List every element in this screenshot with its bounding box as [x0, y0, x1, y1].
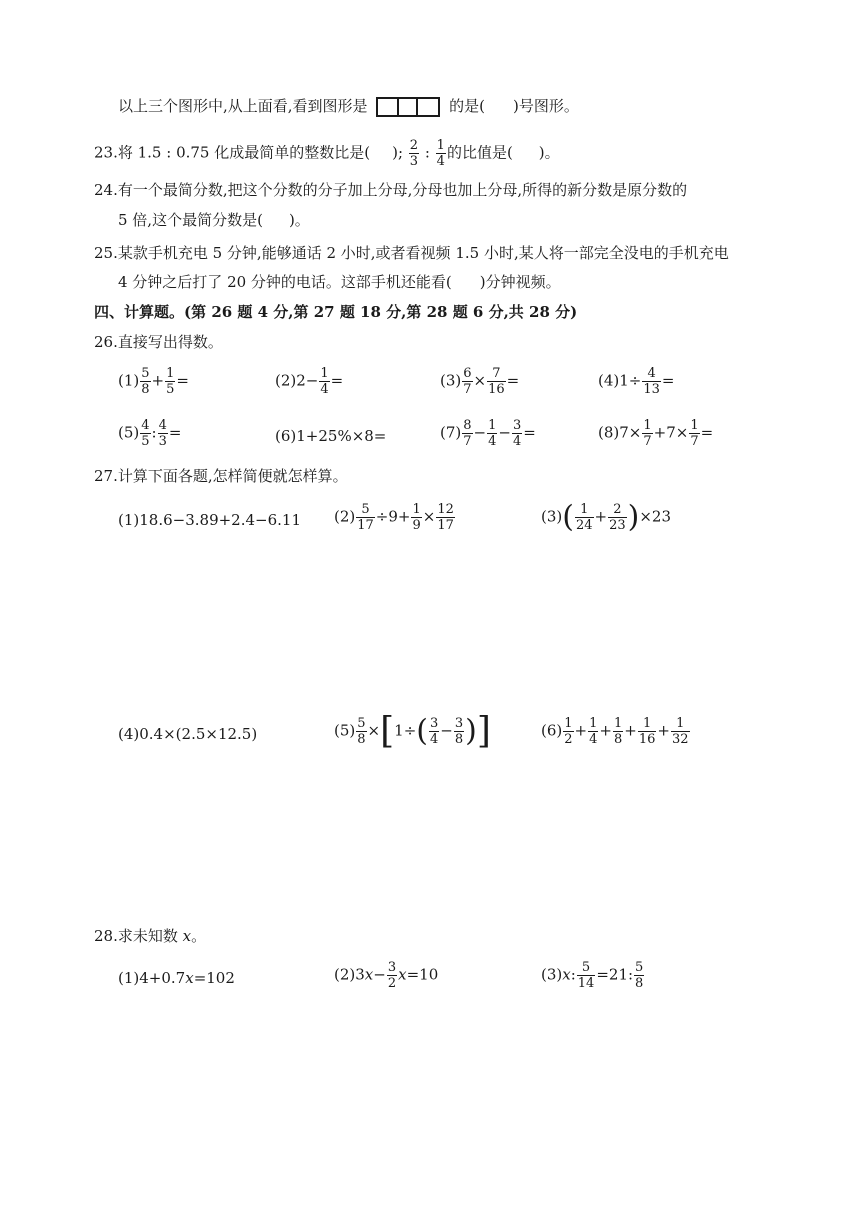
q28-item-2: (2)3x− $\frac{3}{2}$ x=10	[334, 960, 439, 991]
q26-item-6: (6)1+25%×8=	[275, 427, 387, 445]
q24-line1: 24.有一个最简分数,把这个分数的分子加上分母,分母也加上分母,所得的新分数是原分数的	[94, 181, 688, 199]
q25-line2	[118, 272, 561, 292]
q22-text-b: 的是(	[449, 97, 485, 115]
q25-text-end: )分钟视频。	[479, 273, 561, 291]
view-shape-figure	[376, 97, 440, 117]
q22-text-c: )号图形。	[512, 97, 579, 115]
q27-title: 27.计算下面各题,怎样简便就怎样算。	[94, 467, 348, 485]
q26-item-5: (5) $\frac{4}{5}$ : $\frac{4}{3}$ =	[118, 418, 182, 449]
q24-text: 5 倍,这个最简分数是(	[118, 211, 263, 229]
q26-item-2: (2)2− $\frac{1}{4}$ =	[275, 366, 344, 397]
q27-item-5: (5) $\frac{5}{8}$ ×[1÷( $\frac{3}{4}$ − $\frac{3}{8}$ )]	[334, 710, 491, 752]
q23-text-c: 的比值是(	[446, 143, 513, 162]
q23-line: 23.将 1.5 : 0.75 化成最简单的整数比是( ); $\frac{2}{3}$ : $\frac{1}{4}$ 的比值是( )。	[94, 138, 560, 169]
q23-text-d: )。	[538, 143, 560, 162]
q28-item-1-text: (1)4+0.7	[118, 969, 186, 987]
q26-item-4: (4)1÷ $\frac{4}{13}$ =	[598, 366, 675, 397]
q25-line1: 25.某款手机充电 5 分钟,能够通话 2 小时,或者看视频 1.5 小时,某人将一部完全没电的手机充电	[94, 244, 729, 262]
q24-text-end: )。	[288, 211, 310, 229]
q26-item-3: (3) $\frac{6}{7}$ × $\frac{7}{16}$ =	[440, 366, 520, 397]
q27-item-4: (4)0.4×(2.5×12.5)	[118, 725, 258, 743]
q26-item-8: (8)7× $\frac{1}{7}$ +7× $\frac{1}{7}$ =	[598, 418, 714, 449]
q26-item-7: (7) $\frac{8}{7}$ − $\frac{1}{4}$ − $\frac{3}{4}$ =	[440, 418, 536, 449]
q28-title-end: 。	[191, 927, 207, 945]
q28-title	[94, 926, 206, 946]
fraction: $\frac{1}{4}$	[436, 138, 445, 169]
q26-title: 26.直接写出得数。	[94, 333, 223, 351]
q27-item-3: (3)( $\frac{1}{24}$ + $\frac{2}{23}$ )×23	[541, 499, 672, 535]
q28-item-3: (3)x: $\frac{5}{14}$ =21: $\frac{5}{8}$	[541, 960, 644, 991]
q26-item-1: (1) $\frac{5}{8}$ + $\frac{1}{5}$ =	[118, 366, 189, 397]
fraction: $\frac{2}{3}$	[409, 138, 419, 169]
q22-line	[118, 96, 579, 117]
q27-item-1: (1)18.6−3.89+2.4−6.11	[118, 511, 302, 529]
q25-text: 4 分钟之后打了 20 分钟的电话。这部手机还能看(	[118, 273, 452, 291]
q27-item-2: (2) $\frac{5}{17}$ ÷9+ $\frac{1}{9}$ × $\frac{12}{17}$	[334, 502, 454, 533]
q28-title-text: 28.求未知数	[94, 927, 178, 945]
q28-variable: x	[182, 927, 192, 945]
q28-item-1: (1)4+0.7x=102	[118, 969, 235, 987]
q23-text-a: 23.将 1.5 : 0.75 化成最简单的整数比是(	[94, 143, 371, 162]
q27-item-6: (6) $\frac{1}{2}$ + $\frac{1}{4}$ + $\frac{1}{8}$ + $\frac{1}{16}$ + $\frac{1}{32}$	[541, 716, 689, 747]
q22-text-a: 以上三个图形中,从上面看,看到图形是	[118, 97, 368, 115]
q23-text-b: );	[392, 143, 403, 162]
q24-line2	[118, 210, 310, 230]
section-4-heading: 四、计算题。(第 26 题 4 分,第 27 题 18 分,第 28 题 6 分,共 28 分)	[94, 303, 578, 321]
